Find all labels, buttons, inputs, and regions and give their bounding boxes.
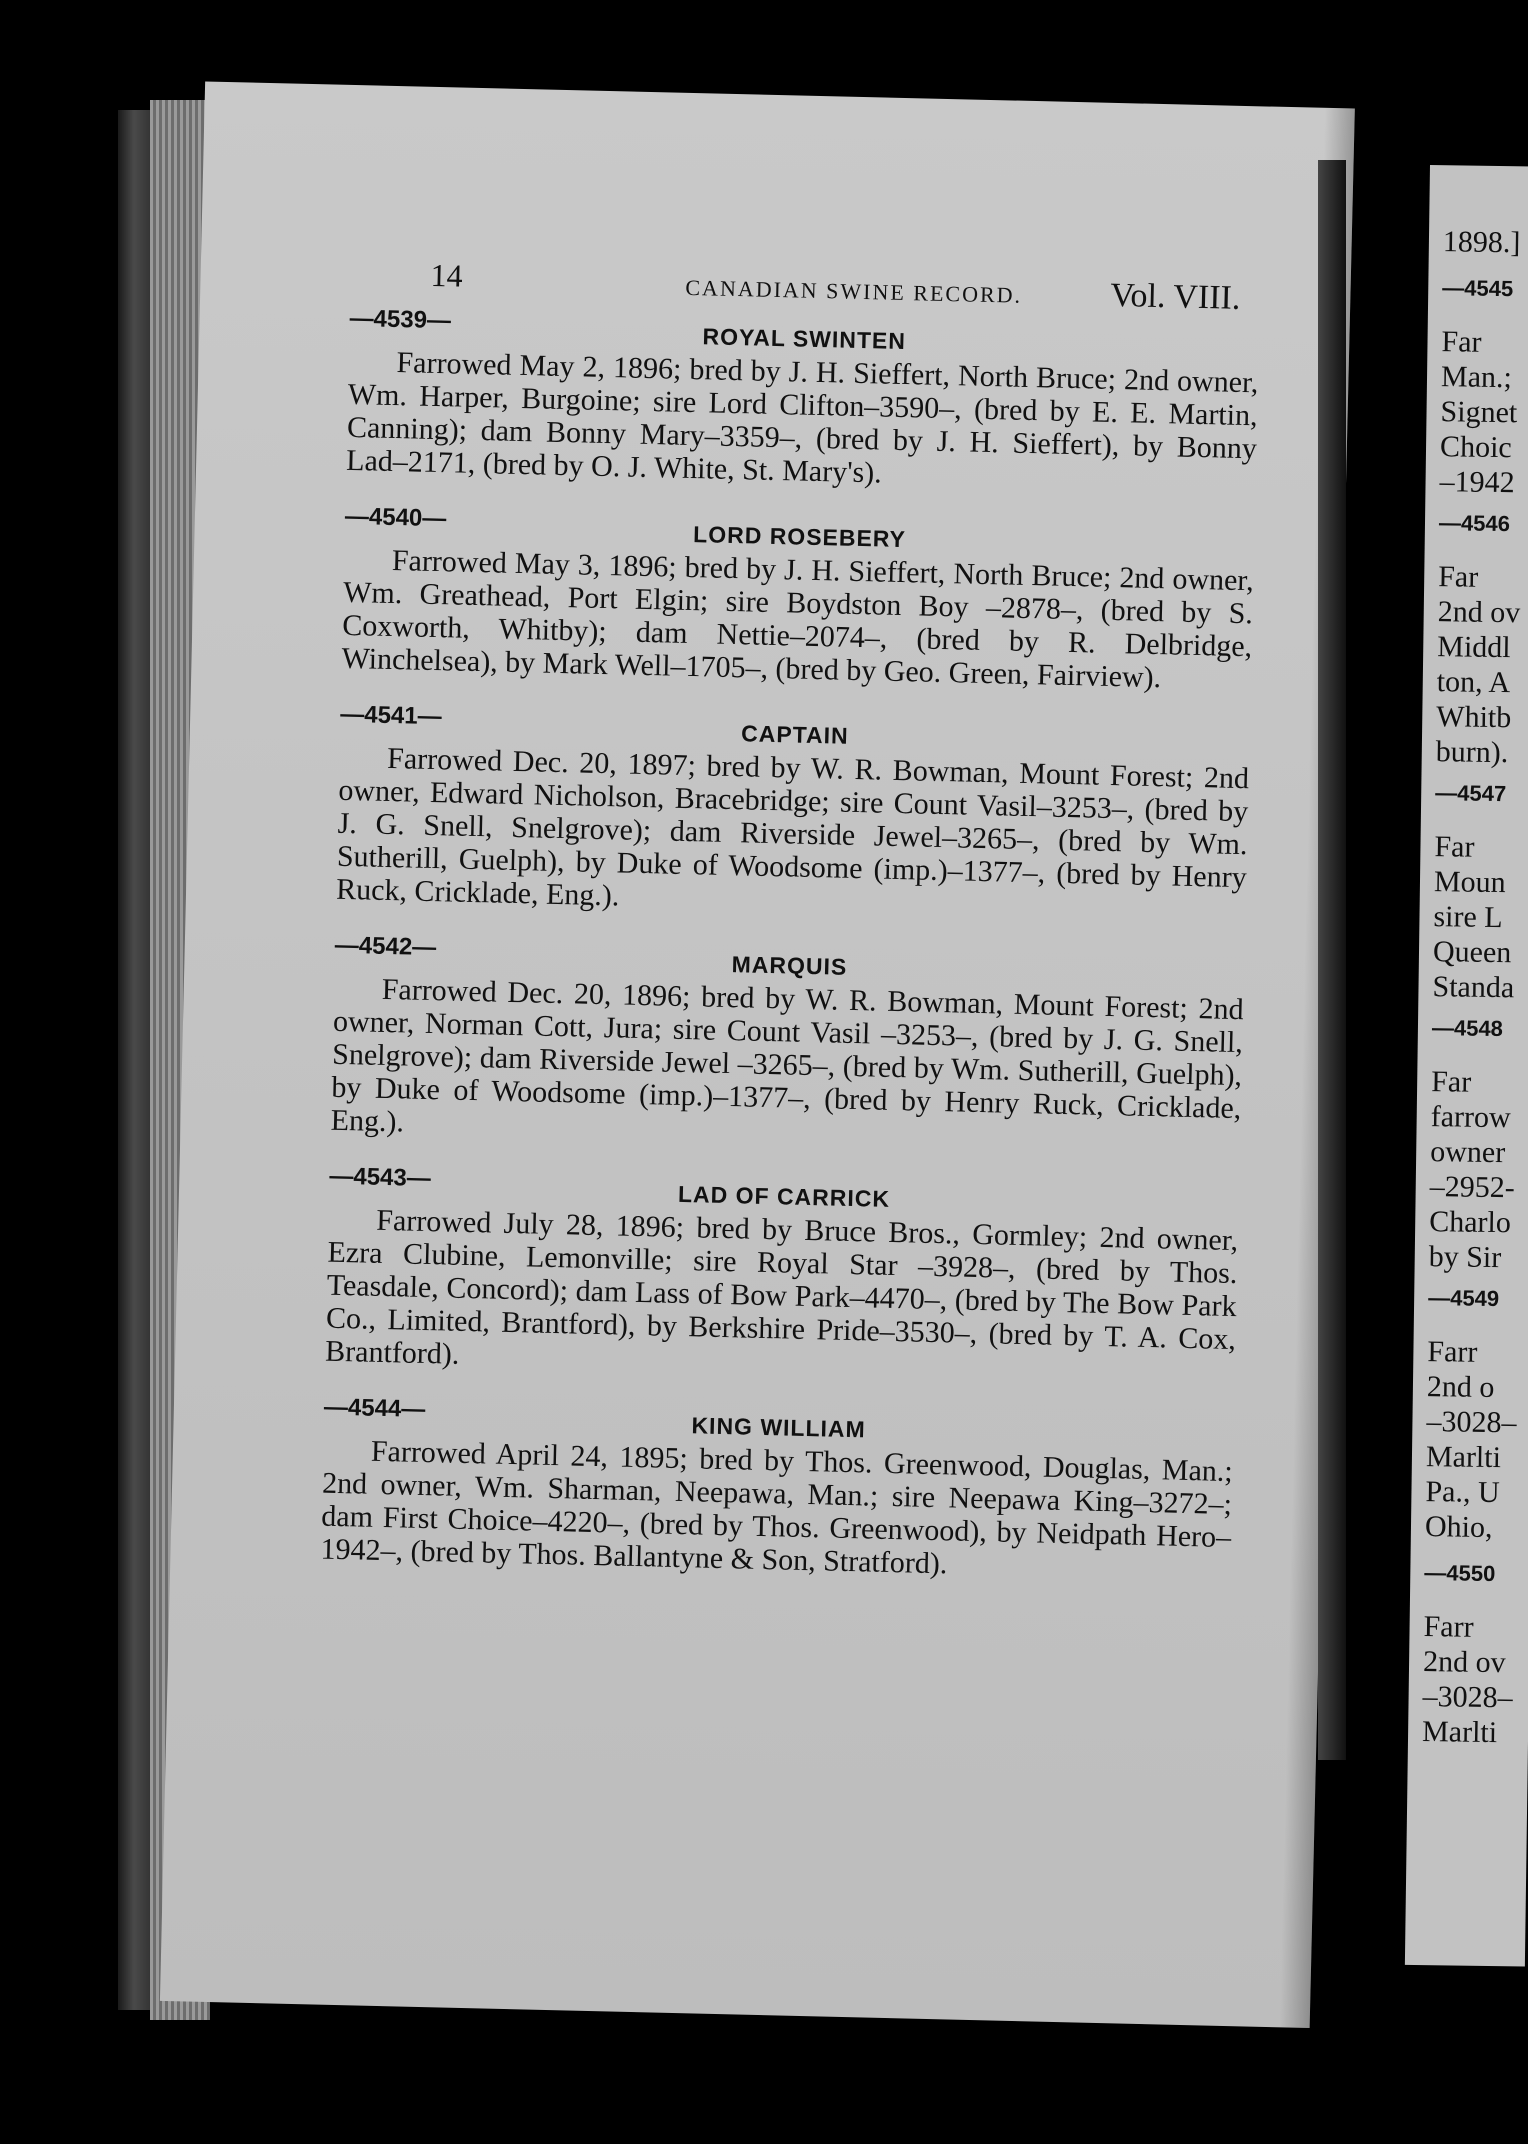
adjacent-text-line: Queen [1432, 935, 1512, 970]
adjacent-text-line: 2nd ov [1437, 595, 1521, 630]
adjacent-text-line: –3028– [1426, 1405, 1517, 1440]
adjacent-text-line: Choic [1439, 430, 1512, 465]
adjacent-text-line: Man.; [1440, 360, 1513, 395]
adjacent-text-line: farrow [1430, 1100, 1511, 1135]
adjacent-text-line: Far [1438, 560, 1479, 594]
adjacent-text-line: Moun [1433, 865, 1506, 900]
book-gutter [1318, 160, 1346, 1760]
page-number: 14 [430, 256, 464, 294]
adjacent-text-line: Middl [1437, 630, 1511, 665]
adjacent-registration-number: —4549 [1428, 1285, 1500, 1312]
entry [320, 1394, 1234, 1587]
scanned-page [160, 81, 1355, 2028]
running-title: CANADIAN SWINE RECORD. [685, 274, 1023, 308]
animal-name: KING WILLIAM [691, 1412, 867, 1443]
adjacent-text-line: Farr [1427, 1335, 1478, 1369]
adjacent-text-line: Charlo [1429, 1205, 1512, 1240]
registration-number: —4543— [329, 1162, 432, 1193]
adjacent-page-fragment [1405, 165, 1528, 1967]
animal-name: CAPTAIN [740, 720, 849, 749]
entries-list [320, 305, 1260, 1613]
adjacent-registration-number: —4548 [1431, 1015, 1504, 1042]
adjacent-text-line: Whitb [1436, 700, 1512, 735]
adjacent-text-line: by Sir [1428, 1240, 1502, 1275]
adjacent-text-line: Far [1441, 325, 1482, 359]
adjacent-text-line: 2nd ov [1422, 1645, 1506, 1680]
adjacent-registration-number: —4546 [1438, 510, 1511, 537]
entry [330, 932, 1245, 1158]
adjacent-text-line: Marlti [1421, 1715, 1498, 1750]
adjacent-text-line: Standa [1432, 970, 1515, 1005]
registration-number: —4544— [323, 1393, 426, 1424]
adjacent-text-line: Pa., U [1425, 1475, 1500, 1510]
entry [346, 305, 1260, 498]
animal-name: ROYAL SWINTEN [702, 323, 907, 355]
adjacent-text-line: owner [1429, 1135, 1506, 1170]
entry [341, 503, 1255, 696]
adjacent-text-line: sire L [1433, 900, 1503, 935]
entry-text: Farrowed Dec. 20, 1896; bred by W. R. Bowman, Mount Forest; 2nd owner, Norman Cott, Jura; sire Count Vasil –3253–, (bred by J. G. Snell, Snelgrove); dam Riverside Jewel –3265–, (bred by Wm. Sutherill, Guelph), by Duke of Woodsome (imp.)–1377–, (bred by Henry Ruck, Cricklade, Eng.). [330, 972, 1244, 1139]
adjacent-text-line: Ohio, [1424, 1510, 1493, 1545]
animal-name: MARQUIS [731, 951, 848, 980]
adjacent-text-line: Far [1434, 830, 1475, 864]
adjacent-text-line: burn). [1435, 735, 1509, 770]
registration-number: —4540— [344, 502, 447, 533]
adjacent-text-line: Marlti [1425, 1440, 1502, 1475]
registration-number: —4542— [334, 931, 437, 962]
adjacent-text-line: ton, A [1436, 665, 1511, 700]
adjacent-text-line: 2nd o [1426, 1370, 1495, 1405]
adjacent-text-line: Farr [1423, 1610, 1474, 1644]
registration-number: —4539— [349, 304, 452, 335]
adjacent-text-line: –3028– [1422, 1680, 1513, 1715]
entry-text: Farrowed May 2, 1896; bred by J. H. Sieffert, North Bruce; 2nd owner, Wm. Harper, Burgoine; sire Lord Clifton–3590–, (bred by E. E. Martin, Canning); dam Bonny Mary–3359–, (bred by J. H. Sieffert), by Bonny Lad–2171, (bred by O. J. White, St. Mary's). [345, 346, 1259, 490]
adjacent-text-line: –2952- [1429, 1170, 1515, 1205]
animal-name: LORD ROSEBERY [692, 521, 907, 553]
adjacent-registration-number: —4545 [1442, 275, 1514, 302]
entry [336, 701, 1251, 927]
entry [325, 1163, 1240, 1389]
entry-text: Farrowed May 3, 1896; bred by J. H. Sieffert, North Bruce; 2nd owner, Wm. Greathead, Port Elgin; sire Boydston Boy –2878–, (bred by S. Coxworth, Whitby); dam Nettie–2074–, (bred by R. Delbridge, Winchelsea), by Mark Well–1705–, (bred by Geo. Green, Fairview). [341, 543, 1255, 695]
registration-number: —4541— [339, 700, 442, 731]
adjacent-registration-number: —4547 [1435, 780, 1507, 807]
adjacent-text-line: Signet [1440, 395, 1518, 430]
adjacent-text-line: Far [1430, 1065, 1472, 1099]
animal-name: LAD OF CARRICK [677, 1180, 891, 1212]
adjacent-text-line: 1898.] [1442, 225, 1521, 260]
adjacent-text-line: –1942 [1439, 465, 1515, 500]
volume-label: Vol. VIII. [1109, 276, 1241, 317]
entry-text: Farrowed Dec. 20, 1897; bred by W. R. Bowman, Mount Forest; 2nd owner, Edward Nicholson, Bracebridge; sire Count Vasil–3253–, (bred by J. G. Snell, Snelgrove); dam Riverside Jewel–3265–, (bred by Wm. Sutherill, Guelph), by Duke of Woodsome (imp.)–1377–, (bred by Henry Ruck, Cricklade, Eng.). [335, 741, 1250, 913]
entry-text: Farrowed April 24, 1895; bred by Thos. Greenwood, Douglas, Man.; 2nd owner, Wm. Sharman, Neepawa, Man.; sire Neepawa King–3272–; dam First Choice–4220–, (bred by Thos. Greenwood), by Neidpath Hero–1942–, (bred by Thos. Ballantyne & Son, Stratford). [320, 1434, 1234, 1581]
entry-text: Farrowed July 28, 1896; bred by Bruce Bros., Gormley; 2nd owner, Ezra Clubine, Lemonville; sire Royal Star –3928–, (bred by Thos. Teasdale, Concord); dam Lass of Bow Park–4470–, (bred by The Bow Park Co., Limited, Brantford), by Berkshire Pride–3530–, (bred by T. A. Cox, Brantford). [324, 1203, 1239, 1371]
adjacent-registration-number: —4550 [1424, 1560, 1496, 1587]
